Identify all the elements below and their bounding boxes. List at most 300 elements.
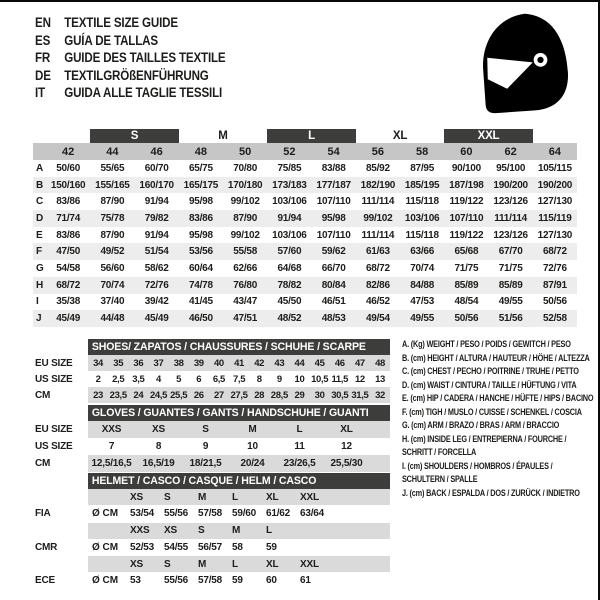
helmet-size-header: L: [232, 558, 238, 570]
value-cell: 50/60: [56, 162, 81, 174]
row-letter: J: [36, 313, 42, 325]
value-cell: 49/54: [365, 313, 390, 325]
value-cell: 50/56: [454, 313, 479, 325]
value-cell: 160/170: [139, 179, 174, 191]
value-cell: 27: [213, 389, 224, 401]
value-cell: 46/51: [321, 296, 346, 308]
helmet-value-band: [88, 505, 390, 523]
value-cell: 42: [254, 357, 265, 369]
row-cm: [33, 455, 390, 472]
helmet-size-row-fia: [33, 489, 390, 505]
helmet-value: 54/55: [164, 541, 189, 553]
value-cell: XS: [152, 424, 165, 435]
row-letter: D: [36, 212, 43, 224]
value-cell: 68/72: [365, 262, 390, 274]
value-cell: 65/68: [454, 246, 479, 258]
value-cell: 60/70: [144, 162, 169, 174]
value-cell: 52/58: [542, 313, 567, 325]
value-cell: 53/56: [188, 246, 213, 258]
lang-code: EN: [35, 15, 51, 30]
value-cell: 187/198: [449, 179, 484, 191]
value-cell: 95/98: [188, 196, 213, 208]
value-cell: 26: [193, 389, 204, 401]
row-label: US SIZE: [35, 441, 73, 452]
value-cell: 103/106: [272, 196, 307, 208]
legend-item-g: G. (cm) ARM / BRAZO / BRAS / ARM / BRACCIO: [402, 420, 560, 431]
value-cell: 70/74: [100, 279, 125, 291]
row-letter: H: [36, 279, 43, 291]
row-letter: I: [36, 296, 39, 308]
size-col-header: 46: [150, 145, 163, 158]
value-cell: 60/64: [188, 262, 213, 274]
value-cell: 55/58: [233, 246, 258, 258]
value-cell: 75/85: [277, 162, 302, 174]
value-band: [88, 455, 390, 472]
value-cell: 123/126: [493, 196, 528, 208]
legend-item-f: F. (cm) TIGH / MUSLO / CUISSE / SCHENKEL / COSCIA: [402, 406, 582, 418]
value-cell: 47/50: [56, 246, 81, 258]
gloves-table: [33, 405, 390, 472]
lang-title: TEXTILGRÖßENFÜHRUNG: [64, 67, 209, 83]
value-cell: 38: [173, 357, 184, 369]
size-col-header: 60: [460, 145, 473, 158]
value-cell: 83/88: [321, 162, 346, 174]
racing-helmet-icon: [469, 8, 580, 117]
value-cell: 6,5: [212, 373, 225, 385]
legend-item-b: B. (cm) HEIGHT / ALTURA / HAUTEUR / HÖHE / ALTEZZA: [402, 352, 590, 364]
value-cell: 79/82: [144, 212, 169, 224]
value-cell: 55/65: [100, 162, 125, 174]
value-cell: 68/72: [542, 246, 567, 258]
value-cell: 31,5: [351, 389, 369, 401]
unit-label: Ø CM: [92, 508, 119, 520]
value-cell: 39: [193, 357, 204, 369]
helmet-value: 63/64: [300, 508, 325, 520]
helmet-size-header: L: [266, 525, 272, 536]
value-cell: 41/45: [188, 296, 213, 308]
value-cell: 49/52: [100, 246, 125, 258]
value-cell: 115/118: [405, 196, 439, 208]
helmet-size-band: [88, 523, 390, 539]
value-cell: 72/76: [542, 262, 567, 274]
value-cell: 23/26,5: [283, 458, 316, 469]
value-cell: 30: [314, 389, 325, 401]
value-cell: 83/86: [56, 196, 81, 208]
standard-label: FIA: [35, 508, 51, 520]
lang-title: GUIDE DES TAILLES TEXTILE: [64, 50, 226, 65]
shoes-title: SHOES/ ZAPATOS / CHAUSSURES / SCHUHE / SCARPE: [91, 341, 366, 353]
value-cell: 83/86: [188, 212, 213, 224]
measurement-row-j: [33, 310, 577, 327]
value-cell: 71/75: [498, 262, 523, 274]
value-cell: 23: [93, 389, 103, 401]
value-cell: 40: [213, 357, 224, 369]
helmet-size-band: [88, 489, 390, 505]
lang-title: GUIDA ALLE TAGLIE TESSILI: [64, 85, 223, 100]
value-cell: 95/98: [321, 212, 346, 224]
helmet-value-band: [88, 572, 390, 590]
measurement-row-d: [33, 210, 577, 227]
value-cell: 84/88: [410, 279, 435, 291]
value-cell: 87/95: [410, 162, 435, 174]
helmet-value: 57/58: [198, 508, 223, 520]
value-cell: 99/102: [230, 229, 260, 241]
value-cell: 11,5: [331, 373, 349, 385]
helmet-value: 59: [266, 541, 277, 553]
value-cell: 65/75: [188, 162, 213, 174]
value-cell: 61/63: [365, 246, 390, 258]
value-cell: 24: [133, 389, 144, 401]
row-letter: G: [36, 262, 44, 274]
value-cell: 46/52: [365, 296, 390, 308]
value-cell: 32: [375, 389, 385, 401]
legend-item-i: I. (cm) SHOULDERS / HOMBROS / ÉPAULES / SCHULTERN / SPALLE: [402, 460, 553, 485]
helmet-size-header: S: [164, 491, 171, 503]
value-cell: 111/114: [361, 229, 395, 241]
legend-item-a: A. (Kg) WEIGHT / PESO / POIDS / GEWITCH / PESO: [402, 339, 571, 350]
value-cell: 6: [196, 373, 202, 385]
value-cell: 95/98: [188, 229, 213, 241]
value-band: [88, 355, 390, 371]
value-band: [88, 421, 390, 438]
value-cell: 41: [234, 357, 244, 369]
lang-line-it: [35, 84, 310, 102]
value-cell: 70/80: [233, 162, 258, 174]
value-cell: 48/52: [277, 313, 302, 325]
legend-item-e: E. (cm) HIP / CADERA / HANCHE / HÜFTE / HIPS / BACINO: [402, 393, 594, 404]
measurement-row-b: [33, 177, 577, 194]
value-cell: 7,5: [232, 373, 246, 385]
size-band-row: [33, 129, 577, 143]
value-cell: 23,5: [109, 389, 127, 401]
value-cell: 9: [202, 441, 209, 452]
value-cell: 3,5: [132, 373, 145, 385]
size-col-header: 42: [62, 145, 75, 158]
lang-code: FR: [35, 50, 51, 65]
value-band: [88, 438, 390, 455]
value-cell: 18/21,5: [189, 458, 222, 469]
value-cell: 68/72: [56, 279, 81, 291]
value-cell: 44/48: [100, 313, 125, 325]
value-cell: 10: [294, 373, 305, 385]
value-cell: 8: [155, 441, 162, 452]
value-cell: 51/56: [498, 313, 523, 325]
shoes-title-band: [88, 339, 390, 355]
helmet-size-header: S: [164, 558, 171, 570]
measurement-row-i: [33, 294, 577, 311]
helmet-size-header: XL: [266, 491, 279, 503]
value-cell: 39/42: [144, 296, 169, 308]
gloves-rows: [33, 421, 390, 472]
row-eu-size: [33, 421, 390, 438]
helmet-value: 53: [130, 575, 141, 587]
helmet-header-row: [33, 473, 390, 489]
value-cell: 35/38: [56, 296, 81, 308]
value-cell: 63/66: [410, 246, 435, 258]
row-cm: [33, 387, 390, 403]
helmet-value: 60: [266, 575, 277, 587]
value-cell: 35: [113, 357, 124, 369]
value-cell: 87/90: [100, 229, 125, 241]
size-col-header: 62: [504, 145, 517, 158]
value-cell: 87/90: [233, 212, 258, 224]
value-cell: 75/78: [100, 212, 125, 224]
value-cell: 71/75: [454, 262, 479, 274]
helmet-value: 61: [300, 575, 311, 587]
shoes-header-row: [33, 339, 390, 355]
lang-code: DE: [35, 67, 51, 83]
row-label: EU SIZE: [35, 424, 73, 435]
value-cell: 62/66: [233, 262, 258, 274]
value-cell: 111/114: [361, 196, 395, 208]
value-cell: 155/165: [95, 179, 130, 191]
value-cell: 28,5: [270, 389, 288, 401]
value-cell: 48: [375, 357, 385, 369]
size-col-header: 52: [283, 145, 296, 158]
row-letter: C: [36, 196, 43, 208]
value-cell: 107/110: [449, 212, 484, 224]
lang-line-fr: [35, 49, 310, 67]
value-cell: 165/175: [183, 179, 219, 191]
value-cell: 11: [294, 441, 305, 452]
lang-code: IT: [35, 85, 45, 100]
helmet-value: 59/60: [232, 508, 257, 520]
row-us-size: [33, 438, 390, 455]
value-cell: 105/115: [537, 162, 572, 174]
value-cell: 103/106: [404, 212, 440, 224]
value-cell: 85/89: [498, 279, 523, 291]
value-cell: 47/51: [233, 313, 258, 325]
helmet-size-header: XS: [130, 491, 143, 503]
value-cell: 25,5/30: [330, 458, 363, 469]
helmet-size-header: XL: [266, 558, 279, 570]
value-cell: 2,5: [112, 373, 125, 385]
value-cell: 87/91: [542, 279, 567, 291]
row-us-size: [33, 371, 390, 387]
legend-item-d: D. (cm) WAIST / CINTURA / TAILLE / HÜFTUNG / VITA: [402, 379, 577, 391]
value-cell: 59/62: [321, 246, 346, 258]
row-letter: F: [36, 246, 42, 258]
value-cell: 127/130: [537, 196, 573, 208]
helmet-value: 55/56: [164, 575, 189, 587]
value-cell: 25,5: [170, 389, 188, 401]
size-band-m: M: [218, 130, 228, 142]
value-cell: 28: [254, 389, 265, 401]
value-cell: 76/80: [233, 279, 258, 291]
value-cell: 119/122: [449, 196, 484, 208]
size-band-xxl: XXL: [444, 129, 533, 143]
helmet-value: 56/57: [198, 541, 223, 553]
value-cell: 56/60: [100, 262, 125, 274]
helmet-value: 57/58: [198, 575, 223, 587]
gloves-title: GLOVES / GUANTES / GANTS / HANDSCHUHE / GUANTI: [91, 407, 369, 419]
measurement-row-f: [33, 243, 577, 260]
value-cell: 57/60: [277, 246, 302, 258]
gloves-title-band: [88, 405, 390, 421]
helmet-size-row-ece: [33, 556, 390, 572]
size-band-l: L: [267, 129, 356, 143]
value-cell: 46: [334, 357, 345, 369]
value-cell: 170/180: [227, 179, 263, 191]
value-cell: 85/89: [454, 279, 479, 291]
measurement-row-g: [33, 260, 577, 277]
measurement-row-e: [33, 227, 577, 244]
lang-title: GUÍA DE TALLAS: [64, 32, 158, 48]
value-cell: L: [296, 424, 303, 435]
value-cell: 46/50: [188, 313, 213, 325]
helmet-size-header: M: [232, 525, 241, 536]
value-cell: 80/84: [321, 279, 346, 291]
value-cell: 43: [274, 357, 285, 369]
value-cell: 123/126: [493, 229, 528, 241]
value-cell: 58/62: [144, 262, 169, 274]
value-cell: 67/70: [498, 246, 523, 258]
value-cell: 45/50: [277, 296, 302, 308]
value-cell: 48/53: [321, 313, 346, 325]
value-cell: 49/55: [410, 313, 435, 325]
value-cell: 7: [108, 441, 115, 452]
measurement-legend: [402, 338, 594, 500]
value-cell: 150/160: [50, 179, 86, 191]
value-cell: 190/200: [537, 179, 573, 191]
helmet-value-band: [88, 539, 390, 557]
size-col-header: 58: [416, 145, 429, 158]
row-label: CM: [35, 389, 51, 401]
value-band: [88, 371, 390, 387]
value-cell: 91/94: [144, 196, 169, 208]
size-col-header: 48: [194, 145, 207, 158]
legend-item-h: H. (cm) INSIDE LEG / ENTREPIERNA / FOURCHE / SCHRITT / FORCELLA: [402, 433, 567, 458]
value-cell: 90/100: [451, 162, 481, 174]
size-col-header: 44: [106, 145, 119, 158]
value-cell: 107/110: [316, 229, 351, 241]
helmet-size-header: XXL: [300, 491, 319, 503]
helmet-size-header: XXL: [300, 558, 319, 570]
helmet-size-header: L: [232, 491, 238, 503]
value-cell: 74/78: [188, 279, 213, 291]
size-col-header: 54: [327, 145, 340, 158]
size-header-row: [33, 143, 577, 160]
helmet-size-header: M: [198, 558, 207, 570]
value-cell: 182/190: [360, 179, 396, 191]
value-cell: 44: [294, 357, 305, 369]
value-cell: 36: [133, 357, 144, 369]
value-cell: 54/58: [56, 262, 81, 274]
value-cell: M: [248, 424, 257, 435]
measurement-row-c: [33, 193, 577, 210]
size-col-header: 64: [548, 145, 561, 158]
value-cell: 99/102: [230, 196, 260, 208]
value-cell: 91/94: [144, 229, 169, 241]
helmet-value: 52/53: [130, 541, 155, 553]
value-cell: 107/110: [316, 196, 351, 208]
value-cell: 49/55: [498, 296, 523, 308]
value-cell: 9: [276, 373, 282, 385]
legend-item-c: C. (cm) CHEST / PECHO / POITRINE / TRUHE / PETTO: [402, 366, 579, 377]
helmet-value: 61/62: [266, 508, 291, 520]
value-band: [88, 387, 390, 403]
value-cell: 12: [341, 441, 352, 452]
value-cell: 115/119: [538, 212, 572, 224]
value-cell: 12: [354, 373, 365, 385]
value-cell: 111/114: [494, 212, 527, 224]
value-cell: 71/74: [56, 212, 81, 224]
helmet-value: 58: [232, 541, 243, 553]
value-cell: 173/183: [272, 179, 307, 191]
helmet-value-row-cmr: [33, 539, 390, 557]
value-cell: 115/118: [405, 229, 439, 241]
value-cell: 10,5: [311, 373, 329, 385]
helmet-size-header: S: [198, 525, 205, 536]
shoes-table: [33, 339, 390, 403]
value-cell: 30,5: [331, 389, 349, 401]
value-cell: 99/102: [363, 212, 393, 224]
value-cell: 2: [95, 373, 101, 385]
value-cell: 78/82: [277, 279, 302, 291]
value-cell: 4: [156, 373, 161, 385]
row-letter: A: [36, 162, 43, 174]
value-cell: 37: [153, 357, 164, 369]
value-cell: 85/92: [365, 162, 390, 174]
value-cell: 45/49: [56, 313, 81, 325]
value-cell: 47: [354, 357, 365, 369]
lang-line-en: [35, 14, 310, 32]
textile-size-table: [33, 129, 577, 327]
size-col-header: 50: [239, 145, 252, 158]
row-label: EU SIZE: [35, 357, 73, 369]
value-cell: 37/40: [100, 296, 125, 308]
value-cell: 47/53: [410, 296, 435, 308]
value-cell: 64/68: [277, 262, 302, 274]
value-cell: 8: [256, 373, 262, 385]
helmet-size-header: XS: [164, 525, 177, 536]
value-cell: 50/56: [542, 296, 567, 308]
helmet-value: 59: [232, 575, 243, 587]
value-cell: 13: [375, 373, 385, 385]
value-cell: S: [202, 424, 209, 435]
value-cell: XL: [340, 424, 353, 435]
standard-label: CMR: [35, 541, 58, 553]
size-band-xl: XL: [392, 130, 408, 142]
value-cell: 43/47: [233, 296, 258, 308]
value-cell: 72/76: [144, 279, 169, 291]
lang-code: ES: [35, 32, 51, 48]
helmet-size-band: [88, 556, 390, 572]
standard-label: ECE: [35, 575, 55, 587]
shoes-rows: [33, 355, 390, 403]
value-cell: 83/86: [56, 229, 81, 241]
value-cell: 177/187: [316, 179, 351, 191]
unit-label: Ø CM: [92, 541, 119, 553]
size-col-header: 56: [371, 145, 384, 158]
helmet-rows: [33, 489, 390, 590]
helmet-size-row-cmr: [33, 523, 390, 539]
row-letter: B: [36, 179, 43, 191]
value-cell: 185/195: [404, 179, 440, 191]
row-label: US SIZE: [35, 373, 73, 385]
value-cell: 51/54: [144, 246, 169, 258]
helmet-table: [33, 473, 390, 590]
row-letter: E: [36, 229, 43, 241]
value-cell: 5: [176, 373, 182, 385]
lang-line-de: [35, 67, 310, 85]
helmet-title-band: [88, 473, 390, 489]
helmet-title: HELMET / CASCO / CASQUE / HELM / CASCO: [91, 475, 317, 487]
value-cell: 82/86: [365, 279, 390, 291]
value-cell: 127/130: [537, 229, 573, 241]
value-cell: 119/122: [449, 229, 484, 241]
row-eu-size: [33, 355, 390, 371]
